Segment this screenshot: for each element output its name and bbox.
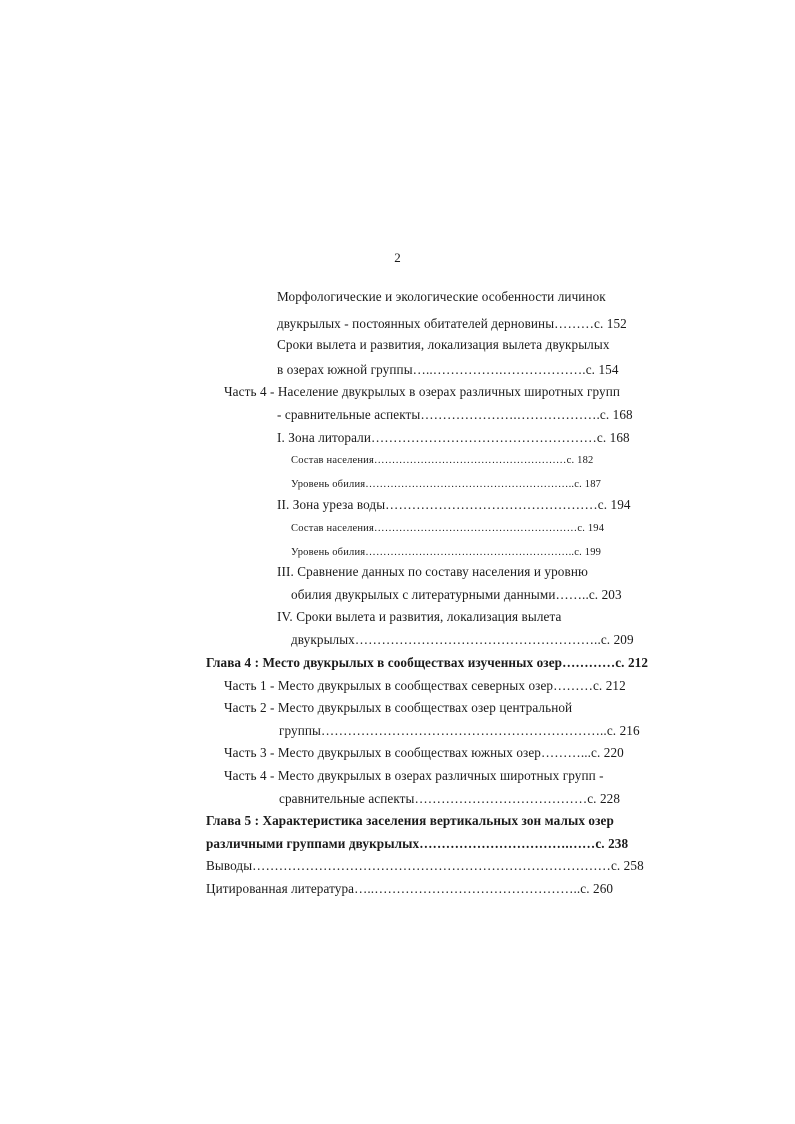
toc-line: Часть 4 - Место двукрылых в озерах различных широтных групп -: [224, 768, 604, 783]
toc-line: Уровень обилия…………………………………………………..с. 187: [291, 479, 602, 490]
toc-line: Часть 3 - Место двукрылых в сообществах южных озер………...с. 220: [224, 745, 624, 760]
toc-line: Глава 4 : Место двукрылых в сообществах изученных озер…………с. 212: [206, 655, 649, 670]
toc-line: IV. Сроки вылета и развития, локализация вылета: [277, 609, 562, 624]
toc-line: I. Зона литорали……………………………………………с. 168: [277, 430, 630, 445]
toc-line: Сроки вылета и развития, локализация вылета двукрылых: [277, 337, 610, 352]
toc-line: Часть 1 - Место двукрылых в сообществах северных озер………с. 212: [224, 678, 626, 693]
toc-line: в озерах южной группы…..…………….……………….с. 154: [277, 362, 619, 377]
toc-line: III. Сравнение данных по составу населения и уровню: [277, 564, 588, 579]
toc-line: Цитированная литература…..………………………………………..с. 260: [206, 881, 614, 896]
toc-line: Часть 4 - Население двукрылых в озерах различных широтных групп: [224, 384, 621, 399]
toc-line: группы………………………………………………………..с. 216: [279, 723, 640, 738]
toc-line: Часть 2 - Место двукрылых в сообществах озер центральной: [224, 700, 573, 715]
toc-line: двукрылых - постоянных обитателей дерновины………с. 152: [277, 316, 627, 331]
toc-line: сравнительные аспекты…………………………………с. 228: [279, 791, 621, 806]
page-number: 2: [394, 250, 401, 265]
toc-line: II. Зона уреза воды…………………………………………с. 194: [277, 497, 631, 512]
toc-line: - сравнительные аспекты………………….……………….с. 168: [277, 407, 633, 422]
toc-line: Глава 5 : Характеристика заселения вертикальных зон малых озер: [206, 813, 614, 828]
toc-line: Морфологические и экологические особенности личинок: [277, 289, 606, 304]
toc-line: двукрылых………………………………………………..с. 209: [291, 632, 634, 647]
toc-line: обилия двукрылых с литературными данными……..с. 203: [291, 587, 622, 602]
toc-line: Состав населения…………………………………………………с. 194: [291, 523, 605, 534]
toc-line: Состав населения………………………………………………с. 182: [291, 455, 594, 466]
toc-line: Уровень обилия…………………………………………………..с. 199: [291, 547, 602, 558]
toc-line: Выводы………………………………………………………………………с. 258: [206, 858, 644, 873]
toc-line: различными группами двукрылых…………………………….……с. 238: [206, 836, 629, 851]
